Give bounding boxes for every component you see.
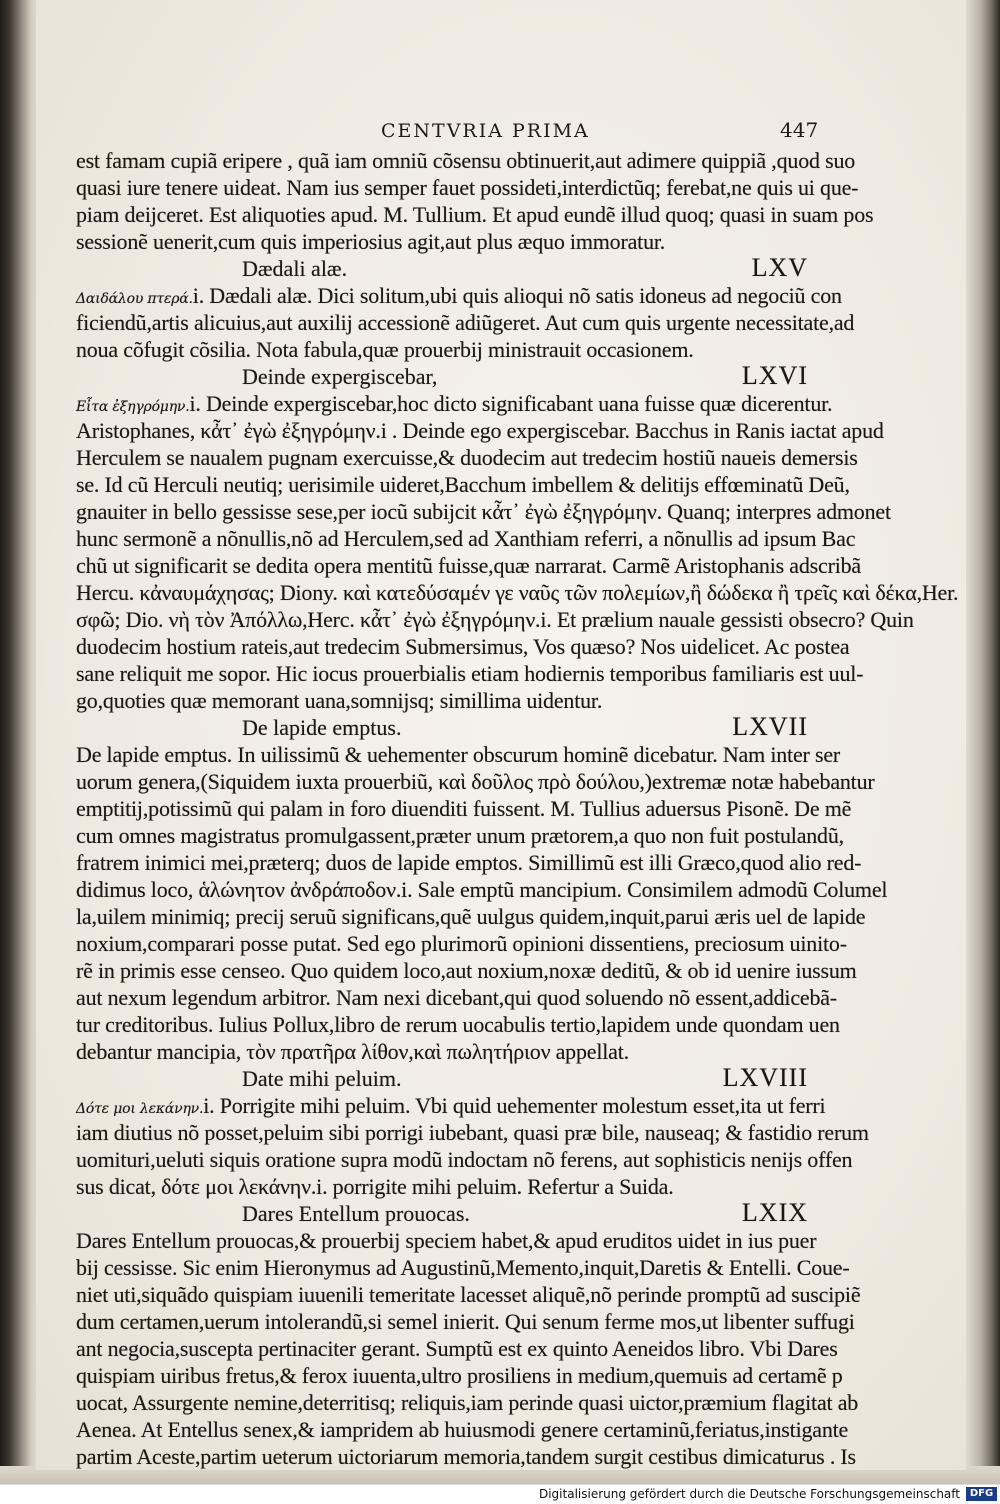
proverb-numeral: LXVII [732,712,808,741]
proverb-title: Date mihi peluim. [242,1066,402,1091]
greek-lemma: Δαιδάλου πτερά. [76,291,193,307]
text-line [76,1093,826,1119]
text-line: duodecim hostium rateis,aut tredecim Submersimus, Vos quæso? Nos uidelicet. Ac postea [76,634,850,659]
proverb-title: Deinde expergiscebar, [242,364,438,389]
proverb-title: Dares Entellum prouocas. [242,1201,470,1226]
digitization-footer [0,1484,1000,1504]
dfg-logo-icon: DFG [966,1487,997,1501]
text-line: noua cõfugit cõsilia. Nota fabula,quæ prouerbij ministrauit occasionem. [76,337,694,362]
text-line: quasi iure tenere uideat. Nam ius semper fauet possideti,interdictũq; ferebat,ne quis ui que- [76,175,859,200]
text-line: niet uti,siquãdo quispiam iuuenili temeritate lacesset aliquẽ,nõ perinde promptũ ad suscipiẽ [76,1282,861,1307]
proverb-title: Dædali alæ. [242,256,348,281]
page-header [36,116,966,146]
text-line: se. Id cũ Herculi neutiq; uerisimile uideret,Bacchum imbellem & delitijs effœminatũ Deũ, [76,472,850,497]
text-line: gnauiter in bello gessisse sese,per iocũ subijcit κἆτ᾽ ἐγὼ ἐξηγρόμην. Quanq; interpres admonet [76,499,891,524]
proverb-title: De lapide emptus. [242,715,402,740]
text-line: didimus loco, ἁλώνητον ἀνδράποδον.i. Sale emptũ mancipium. Consimilem admodũ Columel [76,877,888,902]
text-line: est famam cupiã eripere , quã iam omniũ cõsensu obtinuerit,aut adimere quippiã ,quod suo [76,148,856,173]
text-line: uorum genera,(Siquidem iuxta prouerbiũ, καὶ δοῦλος πρὸ δούλου,)extremæ notæ habebantur [76,769,875,794]
text-line: sessionẽ uenerit,cum quis imperiosius agit,aut plus æquo immoratur. [76,229,666,254]
text-line: De lapide emptus. In uilissimũ & uehementer obscurum hominẽ dicebatur. Nam inter ser [76,742,841,767]
text-line: go,quoties quæ memorant uana,somnijsq; simillima uidentur. [76,688,603,713]
text-line: bij cessisse. Sic enim Hieronymus ad Augustinũ,Memento,inquit,Daretis & Entelli. Coue- [76,1255,850,1280]
text-line: chũ ut significarit se dedita opera mentitũ fuisse,quæ narrarat. Carmẽ Aristophanis adscribã [76,553,861,578]
proverb-numeral: LXV [751,253,808,282]
text-line: Hercu. κἀναυμάχησας; Diony. καὶ κατεδύσαμέν γε ναῦς τῶν πολεμίων,ἢ δώδεκα ἢ τρεῖς καὶ δέκα,Her. [76,580,959,605]
page-number: 447 [780,118,819,142]
facing-page-bleed [2,40,24,1320]
text-line: piam deijceret. Est aliquoties apud. M. Tullium. Et apud eundẽ illud quoq; quasi in suam pos [76,202,874,227]
text-line: quispiam uiribus fretus,& ferox iuuenta,ultro prosiliens in medium,quemuis ad certamẽ p [76,1363,843,1388]
text-line [76,283,842,309]
left-book-edge [0,0,38,1503]
text-line: Aenea. At Entellus senex,& iampridem ab huiusmodi genere certaminũ,feriatus,instigante [76,1417,849,1442]
text-line: Aristophanes, κἆτ᾽ ἐγὼ ἐξηγρόμην.i . Deinde ego expergiscebar. Bacchus in Ranis iactat apud [76,418,884,443]
text-line: rẽ in primis esse censeo. Quo quidem loco,aut noxium,noxæ deditũ, & ob id uenire iussum [76,958,857,983]
text-line: ficiendũ,artis alicuius,aut auxilij accessionẽ adiũgeret. Aut cum quis urgente necessitate,ad [76,310,855,335]
text-line: fratrem inimici mei,præterq; duos de lapide emptos. Simillimũ est illi Græco,quod alio red- [76,850,862,875]
text-line: la,uilem minimiq; precij seruũ significans,quẽ uulgus quidem,inquit,parui æris uel de lapide [76,904,866,929]
text-line: Herculem se naualem pugnam exercuisse,& duodecim aut tredecim hostiũ naueis demersis [76,445,858,470]
greek-lemma: Δότε μοι λεκάνην. [76,1101,204,1117]
text-line: sane reliquit me sopor. Hic iocus prouerbialis etiam hodiernis temporibus familiaris est uul- [76,661,864,686]
right-book-edge [964,0,1000,1503]
proverb-numeral: LXVIII [722,1063,808,1092]
proverb-numeral: LXIX [741,1198,808,1227]
text-line: σφῶ; Dio. νὴ τὸν Ἀπόλλω,Herc. κἆτ᾽ ἐγὼ ἐξηγρόμην.i. Et prælium nauale gessisti obsecro? Quin [76,607,914,632]
text-line: iam diutius nõ posset,peluim sibi porrigi iubebant, quasi præ bile, nauseaq; & fastidio rerum [76,1120,869,1145]
text-line: Dares Entellum prouocas,& prouerbij speciem habet,& apud eruditos uidet in ius puer [76,1228,817,1253]
text-line: tur creditoribus. Iulius Pollux,libro de rerum uocabulis tertio,lapidem unde quondam uen [76,1012,840,1037]
line-text: i. Dædali alæ. Dici solitum,ubi quis alioqui nõ satis idoneus ad negociũ con [192,283,842,308]
text-line: emptitij,potissimũ qui palam in foro diuenditi fuissent. M. Tullius aduersus Pisonẽ. De mẽ [76,796,852,821]
text-line: cum omnes magistratus promulgassent,præter unum prætorem,a quo non fuit postulandũ, [76,823,844,848]
running-head: CENTVRIA PRIMA [381,120,590,142]
page-sheet [36,0,966,1470]
text-line: dum certamen,uerum intolerandũ,si semel inierit. Qui senum ferme mos,ut libenter suffugi [76,1309,855,1334]
proverb-numeral: LXVI [741,361,808,390]
text-line: partim Aceste,partim ueterum uictoriarum memoria,tandem surgit cestibus dimicaturus . Is [76,1444,856,1469]
text-line: noxium,comparari posse putat. Sed ego plurimorũ opinioni dissentiens, preciosum uinito- [76,931,847,956]
footer-credit: Digitalisierung gefördert durch die Deutsche Forschungsgemeinschaft [538,1487,960,1501]
greek-lemma: Εἶτα ἐξηγρόμην. [76,399,190,415]
text-line: debantur mancipia, τὸν πρατῆρα λίθον,καὶ πωλητήριον appellat. [76,1039,629,1064]
text-line: ant negocia,suscepta pertinaciter gerant. Sumptũ est ex quinto Aeneidos libro. Vbi Dares [76,1336,838,1361]
line-text: i. Deinde expergiscebar,hoc dicto significabant uana fuisse quæ dicerentur. [189,391,833,416]
text-line [76,391,833,417]
text-line: sus dicat, δότε μοι λεκάνην.i. porrigite mihi peluim. Refertur a Suida. [76,1174,674,1199]
text-line: aut nexum legendum arbitror. Nam nexi dicebant,qui quod soluendo nõ essent,addicebã- [76,985,837,1010]
line-text: i. Porrigite mihi peluim. Vbi quid uehementer molestum esset,ita ut ferri [203,1093,826,1118]
text-line: uomituri,ueluti siquis oratione supra modũ indoctam nõ ferens, aut sophisticis nenijs offen [76,1147,853,1172]
text-line: hunc sermonẽ a nõnullis,nõ ad Herculem,sed ad Xanthiam referri, a nõnullis ad ipsum Bac [76,526,856,551]
text-line: uocat, Assurgente nemine,deterritisq; reliquis,iam perinde quasi uictor,præmium flagitat ab [76,1390,859,1415]
